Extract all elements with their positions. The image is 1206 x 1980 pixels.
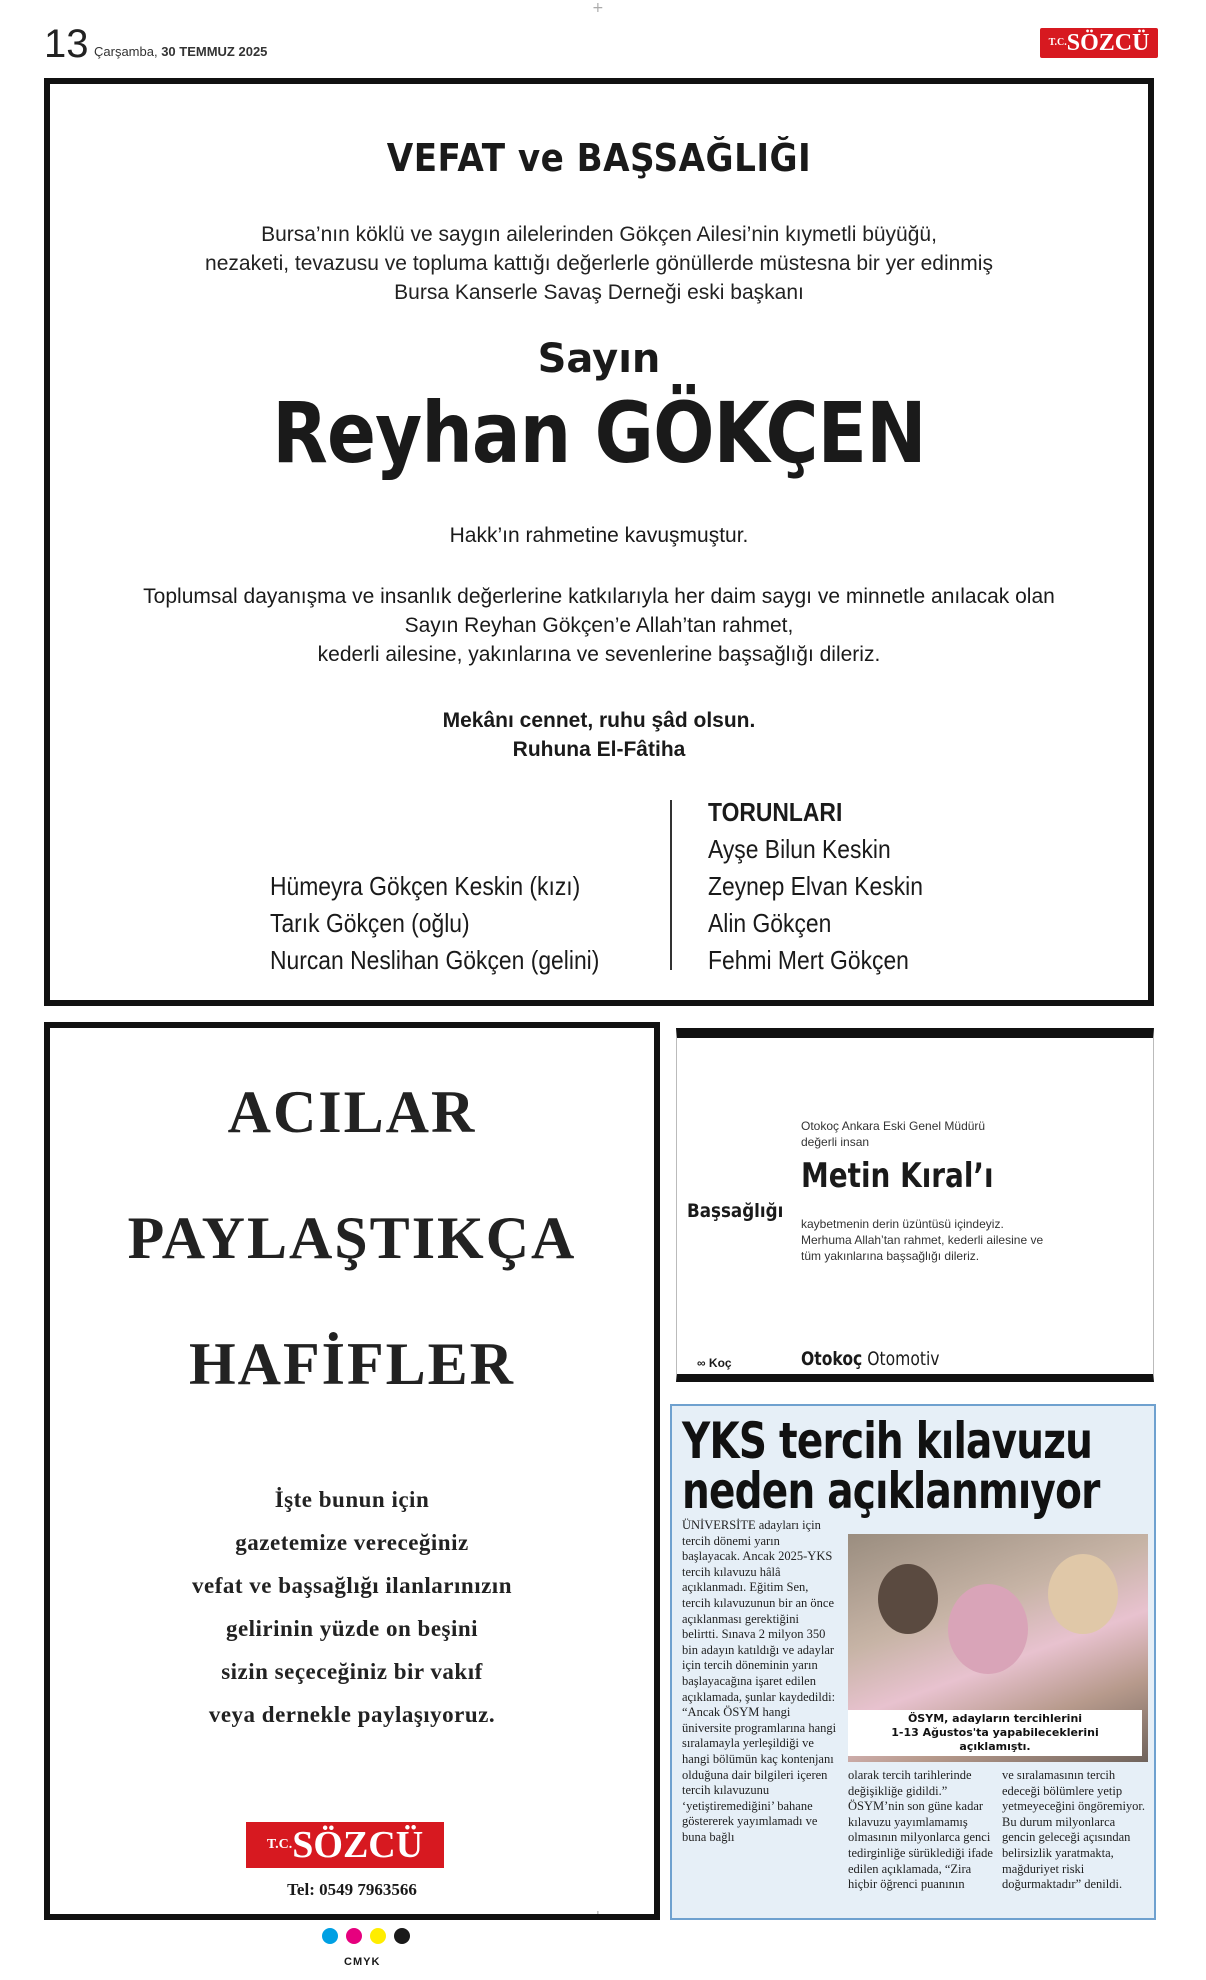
condolence-pre (801, 1118, 985, 1150)
family-member: Nurcan Neslihan Gökçen (gelini) (270, 945, 600, 975)
honorific: Sayın (537, 336, 661, 382)
cmyk-dot-yellow (370, 1928, 386, 1944)
post-line: kaybetmenin derin üzüntüsü içindeyiz. (801, 1217, 1004, 1231)
cmyk-label: CMYK (344, 1956, 381, 1968)
news-article (670, 1404, 1156, 1920)
otokoc-rest: Otomotiv (867, 1348, 940, 1370)
closing-line: Mekânı cennet, ruhu şâd olsun. (442, 709, 756, 732)
photo-figure (878, 1564, 938, 1634)
news-photo (848, 1534, 1148, 1762)
obituary-notice (44, 78, 1154, 1006)
intro-line: Bursa Kanserle Savaş Derneği eski başkanı (394, 281, 804, 304)
otokoc-logo (801, 1348, 940, 1370)
koc-icon: ∞ (697, 1356, 706, 1370)
logo-prefix: T.C. (1048, 37, 1067, 48)
ad-headline-1: ACILAR (227, 1079, 477, 1145)
grandchild: Ayşe Bilun Keskin (708, 834, 891, 864)
ad-body (50, 1478, 654, 1736)
registration-mark-bottom: + (592, 1908, 604, 1924)
caption-line: 1-13 Ağustos'ta yapabileceklerini açıklamıştı. (891, 1726, 1099, 1753)
cmyk-dot-cyan (322, 1928, 338, 1944)
grandchild: Zeynep Elvan Keskin (708, 871, 923, 901)
ad-body-line: İşte bunun için (274, 1487, 430, 1512)
ad-body-line: sizin seçeceğiniz bir vakıf (221, 1659, 483, 1684)
pre-line: değerli insan (801, 1135, 870, 1149)
photo-caption (848, 1710, 1142, 1756)
photo-figure (948, 1584, 1028, 1674)
intro-line: Bursa’nın köklü ve saygın ailelerinden Gökçen Ailesi’nin kıymetli büyüğü, (261, 223, 937, 246)
grandchildren-list (708, 794, 923, 979)
sozcu-logo (1040, 28, 1158, 58)
ad-body-line: gelirinin yüzde on beşini (225, 1616, 479, 1641)
headline-line: neden açıklanmıyor (682, 1462, 1100, 1520)
deceased-name: Reyhan GÖKÇEN (272, 384, 926, 482)
post-line: tüm yakınlarına başsağlığı dileriz. (801, 1249, 980, 1263)
news-column-2: olarak tercih tarihlerinde değişikliğe gidildi.” ÖSYM’nin son güne kadar kılavuzu yayımlamamış olmasının milyonlarca genci tedirginliğe sürüklediği ifade edilen açıklamada, “Zira hiçbir öğrenci puanının (848, 1768, 993, 1892)
ad-logo-prefix: T.C. (266, 1837, 293, 1852)
column-divider (670, 800, 672, 970)
obituary-title: VEFAT ve BAŞSAĞLIĞI (386, 136, 812, 180)
grandchild: Alin Gökçen (708, 908, 832, 938)
registration-mark-top: + (592, 0, 604, 16)
date-value: 30 TEMMUZ 2025 (161, 44, 268, 59)
condolence-post (801, 1216, 1043, 1264)
condolence-heading: Başsağlığı (687, 1200, 784, 1222)
news-headline (682, 1412, 1100, 1520)
cmyk-dot-black (394, 1928, 410, 1944)
message-line: Sayın Reyhan Gökçen’e Allah’tan rahmet, (404, 614, 794, 637)
caption-line: ÖSYM, adayların tercihlerini (907, 1712, 1083, 1725)
ad-phone: Tel: 0549 7963566 (287, 1880, 417, 1899)
logo-text: SÖZCÜ (1066, 30, 1150, 56)
sozcu-ad (44, 1022, 660, 1920)
ad-sozcu-logo (246, 1822, 444, 1868)
ad-headline-3: HAFİFLER (188, 1331, 516, 1397)
condolence-name: Metin Kıral’ı (801, 1156, 994, 1196)
closing-line: Ruhuna El-Fâtiha (512, 738, 686, 761)
date-line (94, 44, 267, 59)
ad-headline-2: PAYLAŞTIKÇA (127, 1205, 577, 1271)
family-member: Hümeyra Gökçen Keskin (kızı) (270, 871, 581, 901)
koc-logo (697, 1356, 732, 1370)
news-column-1: ÜNİVERSİTE adayları için tercih dönemi yarın başlayacak. Ancak 2025-YKS tercih kılavuzu hâlâ açıklanmadı. Eğitim Sen, tercih kılavuzunun bir an önce açıklanması gerektiğini belirtti. Sınava 2 milyon 350 bin adayın katıldığı ve adaylar için tercih döneminin yarın başlayacağına işaret edilen açıklamada, şunlar kaydedildi: “Ancak ÖSYM hangi üniversite programlarına hangi sıralamayla yerleşildiği ve hangi bölümün kaç kontenjanı olduğuna dair bilgileri içeren tercih kılavuzunu ‘yetiştiremediğini’ bahane göstererek yayımlamadı ve buna bağlı (682, 1518, 837, 1844)
grandchildren-title: TORUNLARI (708, 797, 843, 827)
ad-body-line: veya dernekle paylaşıyoruz. (208, 1702, 496, 1727)
page-number: 13 (44, 22, 89, 66)
passed-away-text: Hakk’ın rahmetine kavuşmuştur. (449, 524, 749, 547)
otokoc-bold: Otokoç (801, 1348, 863, 1370)
pre-line: Otokoç Ankara Eski Genel Müdürü (801, 1119, 986, 1133)
headline-line: YKS tercih kılavuzu (682, 1412, 1093, 1470)
family-member: Tarık Gökçen (oğlu) (270, 908, 470, 938)
ad-body-line: gazetemize vereceğiniz (235, 1530, 469, 1555)
ad-logo-text: SÖZCÜ (292, 1824, 424, 1866)
message-line: kederli ailesine, yakınlarına ve sevenlerine başsağlığı dileriz. (317, 643, 881, 666)
obituary-intro (110, 220, 1088, 307)
message-line: Toplumsal dayanışma ve insanlık değerlerine katkılarıyla her daim saygı ve minnetle anılacak olan (143, 585, 1055, 608)
otokoc-condolence (676, 1028, 1154, 1382)
news-column-3: ve sıralamasının tercih edeceği bölümlere yetip yetmeyeceğini öngöremiyor. Bu durum milyonlarca gencin geleceği açısından belirsizlik yaratmakta, mağduriyet riski doğurmaktadır” denildi. (1002, 1768, 1146, 1892)
closing-prayer (50, 706, 1148, 764)
date-day: Çarşamba, (94, 44, 158, 59)
intro-line: nezaketi, tevazusu ve topluma kattığı değerlerle gönüllerde müstesna bir yer edinmiş (205, 252, 993, 275)
grandchild: Fehmi Mert Gökçen (708, 945, 909, 975)
family-list (270, 868, 599, 979)
condolence-message (90, 582, 1108, 669)
photo-figure (1048, 1554, 1118, 1634)
cmyk-dot-magenta (346, 1928, 362, 1944)
ad-body-line: vefat ve başsağlığı ilanlarınızın (192, 1573, 512, 1598)
post-line: Merhuma Allah’tan rahmet, kederli ailesine ve (801, 1233, 1044, 1247)
koc-text: Koç (708, 1356, 732, 1370)
